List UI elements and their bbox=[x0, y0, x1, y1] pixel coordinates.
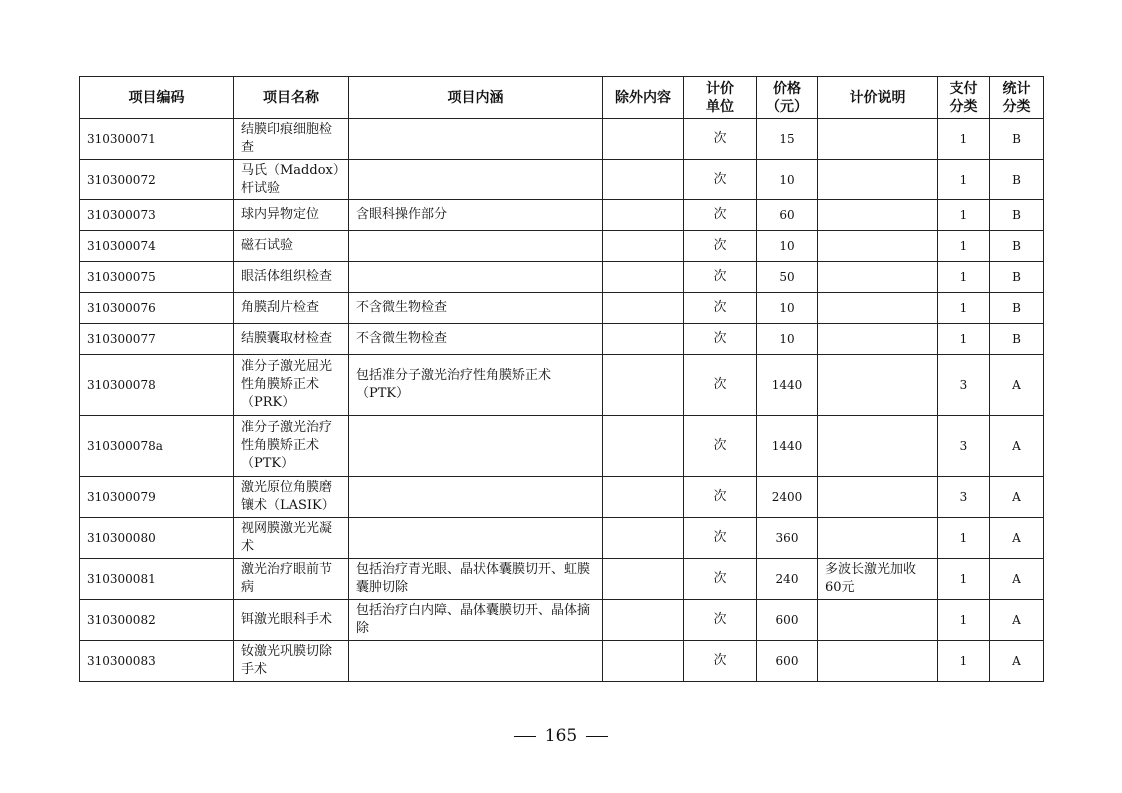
cell-excluded bbox=[603, 262, 684, 293]
cell-code: 310300083 bbox=[80, 641, 234, 682]
cell-price: 10 bbox=[757, 160, 818, 200]
cell-code: 310300078a bbox=[80, 416, 234, 477]
header-scope: 项目内涵 bbox=[349, 77, 603, 119]
cell-note bbox=[818, 293, 938, 324]
table-row bbox=[80, 416, 1044, 477]
header-unit-line1: 计价 bbox=[706, 80, 734, 97]
cell-scope bbox=[349, 231, 603, 262]
cell-price: 15 bbox=[757, 119, 818, 160]
table-row bbox=[80, 324, 1044, 355]
table-row bbox=[80, 160, 1044, 200]
cell-price: 10 bbox=[757, 324, 818, 355]
fee-schedule-table bbox=[79, 76, 1044, 682]
table-row bbox=[80, 600, 1044, 641]
cell-unit: 次 bbox=[684, 355, 757, 416]
cell-code: 310300079 bbox=[80, 477, 234, 518]
cell-price: 600 bbox=[757, 600, 818, 641]
cell-stat: A bbox=[990, 416, 1044, 477]
cell-note bbox=[818, 160, 938, 200]
header-unit bbox=[684, 77, 757, 119]
header-stat bbox=[990, 77, 1044, 119]
cell-note bbox=[818, 518, 938, 559]
cell-price: 60 bbox=[757, 200, 818, 231]
cell-excluded bbox=[603, 231, 684, 262]
cell-excluded bbox=[603, 641, 684, 682]
cell-stat: A bbox=[990, 641, 1044, 682]
cell-name: 钕激光巩膜切除手术 bbox=[234, 641, 349, 682]
header-name: 项目名称 bbox=[234, 77, 349, 119]
cell-unit: 次 bbox=[684, 559, 757, 600]
cell-price: 240 bbox=[757, 559, 818, 600]
cell-stat: B bbox=[990, 324, 1044, 355]
cell-name: 马氏（Maddox）杆试验 bbox=[234, 160, 349, 200]
cell-name: 磁石试验 bbox=[234, 231, 349, 262]
cell-excluded bbox=[603, 200, 684, 231]
cell-price: 360 bbox=[757, 518, 818, 559]
cell-pay: 3 bbox=[938, 355, 990, 416]
header-excluded: 除外内容 bbox=[603, 77, 684, 119]
cell-pay: 1 bbox=[938, 262, 990, 293]
cell-stat: B bbox=[990, 262, 1044, 293]
cell-code: 310300082 bbox=[80, 600, 234, 641]
cell-scope: 含眼科操作部分 bbox=[349, 200, 603, 231]
cell-note bbox=[818, 477, 938, 518]
table-row bbox=[80, 262, 1044, 293]
cell-code: 310300076 bbox=[80, 293, 234, 324]
cell-code: 310300080 bbox=[80, 518, 234, 559]
header-pay-line2: 分类 bbox=[949, 98, 978, 115]
cell-name: 眼活体组织检查 bbox=[234, 262, 349, 293]
table-row bbox=[80, 119, 1044, 160]
cell-note bbox=[818, 600, 938, 641]
footer-dash-right bbox=[586, 736, 608, 737]
cell-pay: 1 bbox=[938, 119, 990, 160]
cell-name: 准分子激光治疗性角膜矫正术（PTK） bbox=[234, 416, 349, 477]
cell-name: 激光原位角膜磨镶术（LASIK） bbox=[234, 477, 349, 518]
cell-excluded bbox=[603, 600, 684, 641]
cell-name: 铒激光眼科手术 bbox=[234, 600, 349, 641]
cell-unit: 次 bbox=[684, 200, 757, 231]
cell-stat: A bbox=[990, 600, 1044, 641]
cell-code: 310300074 bbox=[80, 231, 234, 262]
cell-unit: 次 bbox=[684, 324, 757, 355]
cell-stat: B bbox=[990, 119, 1044, 160]
table-row bbox=[80, 293, 1044, 324]
cell-unit: 次 bbox=[684, 600, 757, 641]
cell-scope: 包括治疗青光眼、晶状体囊膜切开、虹膜囊肿切除 bbox=[349, 559, 603, 600]
cell-unit: 次 bbox=[684, 293, 757, 324]
cell-note: 多波长激光加收60元 bbox=[818, 559, 938, 600]
cell-pay: 1 bbox=[938, 641, 990, 682]
cell-unit: 次 bbox=[684, 262, 757, 293]
cell-price: 600 bbox=[757, 641, 818, 682]
cell-note bbox=[818, 200, 938, 231]
cell-code: 310300078 bbox=[80, 355, 234, 416]
cell-name: 球内异物定位 bbox=[234, 200, 349, 231]
cell-price: 10 bbox=[757, 231, 818, 262]
cell-excluded bbox=[603, 119, 684, 160]
cell-excluded bbox=[603, 416, 684, 477]
cell-pay: 1 bbox=[938, 324, 990, 355]
cell-scope bbox=[349, 641, 603, 682]
cell-stat: B bbox=[990, 200, 1044, 231]
cell-stat: A bbox=[990, 355, 1044, 416]
cell-excluded bbox=[603, 477, 684, 518]
cell-unit: 次 bbox=[684, 518, 757, 559]
cell-code: 310300075 bbox=[80, 262, 234, 293]
cell-stat: B bbox=[990, 160, 1044, 200]
cell-excluded bbox=[603, 355, 684, 416]
cell-name: 角膜刮片检查 bbox=[234, 293, 349, 324]
cell-name: 准分子激光屈光性角膜矫正术（PRK） bbox=[234, 355, 349, 416]
cell-scope: 包括准分子激光治疗性角膜矫正术（PTK） bbox=[349, 355, 603, 416]
table-row bbox=[80, 231, 1044, 262]
header-unit-line2: 单位 bbox=[706, 98, 734, 115]
cell-scope bbox=[349, 262, 603, 293]
cell-unit: 次 bbox=[684, 641, 757, 682]
cell-price: 1440 bbox=[757, 416, 818, 477]
table-row bbox=[80, 518, 1044, 559]
header-pay bbox=[938, 77, 990, 119]
cell-name: 激光治疗眼前节病 bbox=[234, 559, 349, 600]
header-stat-line1: 统计 bbox=[1002, 80, 1031, 97]
cell-stat: B bbox=[990, 231, 1044, 262]
cell-scope: 不含微生物检查 bbox=[349, 293, 603, 324]
cell-pay: 3 bbox=[938, 416, 990, 477]
cell-note bbox=[818, 416, 938, 477]
cell-scope bbox=[349, 416, 603, 477]
cell-stat: A bbox=[990, 477, 1044, 518]
table-row bbox=[80, 641, 1044, 682]
cell-stat: A bbox=[990, 518, 1044, 559]
table-row bbox=[80, 200, 1044, 231]
cell-code: 310300073 bbox=[80, 200, 234, 231]
cell-stat: A bbox=[990, 559, 1044, 600]
header-pay-line1: 支付 bbox=[949, 80, 978, 97]
cell-scope: 包括治疗白内障、晶体囊膜切开、晶体摘除 bbox=[349, 600, 603, 641]
cell-pay: 1 bbox=[938, 160, 990, 200]
cell-unit: 次 bbox=[684, 119, 757, 160]
cell-note bbox=[818, 231, 938, 262]
cell-pay: 3 bbox=[938, 477, 990, 518]
header-code: 项目编码 bbox=[80, 77, 234, 119]
cell-scope: 不含微生物检查 bbox=[349, 324, 603, 355]
cell-pay: 1 bbox=[938, 518, 990, 559]
cell-scope bbox=[349, 477, 603, 518]
cell-excluded bbox=[603, 559, 684, 600]
cell-price: 1440 bbox=[757, 355, 818, 416]
cell-scope bbox=[349, 160, 603, 200]
cell-pay: 1 bbox=[938, 559, 990, 600]
cell-code: 310300072 bbox=[80, 160, 234, 200]
header-price-line2: （元） bbox=[766, 98, 808, 115]
cell-name: 结膜印痕细胞检查 bbox=[234, 119, 349, 160]
footer-dash-left bbox=[514, 736, 536, 737]
cell-note bbox=[818, 119, 938, 160]
cell-unit: 次 bbox=[684, 477, 757, 518]
table-row bbox=[80, 477, 1044, 518]
page-footer bbox=[0, 726, 1122, 746]
cell-excluded bbox=[603, 324, 684, 355]
cell-note bbox=[818, 324, 938, 355]
header-note: 计价说明 bbox=[818, 77, 938, 119]
cell-pay: 1 bbox=[938, 293, 990, 324]
cell-name: 视网膜激光光凝术 bbox=[234, 518, 349, 559]
cell-code: 310300077 bbox=[80, 324, 234, 355]
cell-price: 10 bbox=[757, 293, 818, 324]
cell-unit: 次 bbox=[684, 416, 757, 477]
cell-price: 50 bbox=[757, 262, 818, 293]
table-row bbox=[80, 559, 1044, 600]
cell-excluded bbox=[603, 293, 684, 324]
cell-note bbox=[818, 355, 938, 416]
cell-pay: 1 bbox=[938, 200, 990, 231]
cell-unit: 次 bbox=[684, 231, 757, 262]
cell-stat: B bbox=[990, 293, 1044, 324]
page-number: 165 bbox=[544, 726, 578, 746]
table-row bbox=[80, 355, 1044, 416]
header-price bbox=[757, 77, 818, 119]
cell-excluded bbox=[603, 518, 684, 559]
cell-price: 2400 bbox=[757, 477, 818, 518]
cell-note bbox=[818, 262, 938, 293]
header-price-line1: 价格 bbox=[773, 80, 801, 97]
cell-pay: 1 bbox=[938, 231, 990, 262]
cell-code: 310300081 bbox=[80, 559, 234, 600]
cell-scope bbox=[349, 119, 603, 160]
cell-code: 310300071 bbox=[80, 119, 234, 160]
header-row bbox=[80, 77, 1044, 119]
header-stat-line2: 分类 bbox=[1002, 98, 1031, 115]
cell-unit: 次 bbox=[684, 160, 757, 200]
cell-name: 结膜囊取材检查 bbox=[234, 324, 349, 355]
cell-pay: 1 bbox=[938, 600, 990, 641]
cell-excluded bbox=[603, 160, 684, 200]
cell-scope bbox=[349, 518, 603, 559]
cell-note bbox=[818, 641, 938, 682]
